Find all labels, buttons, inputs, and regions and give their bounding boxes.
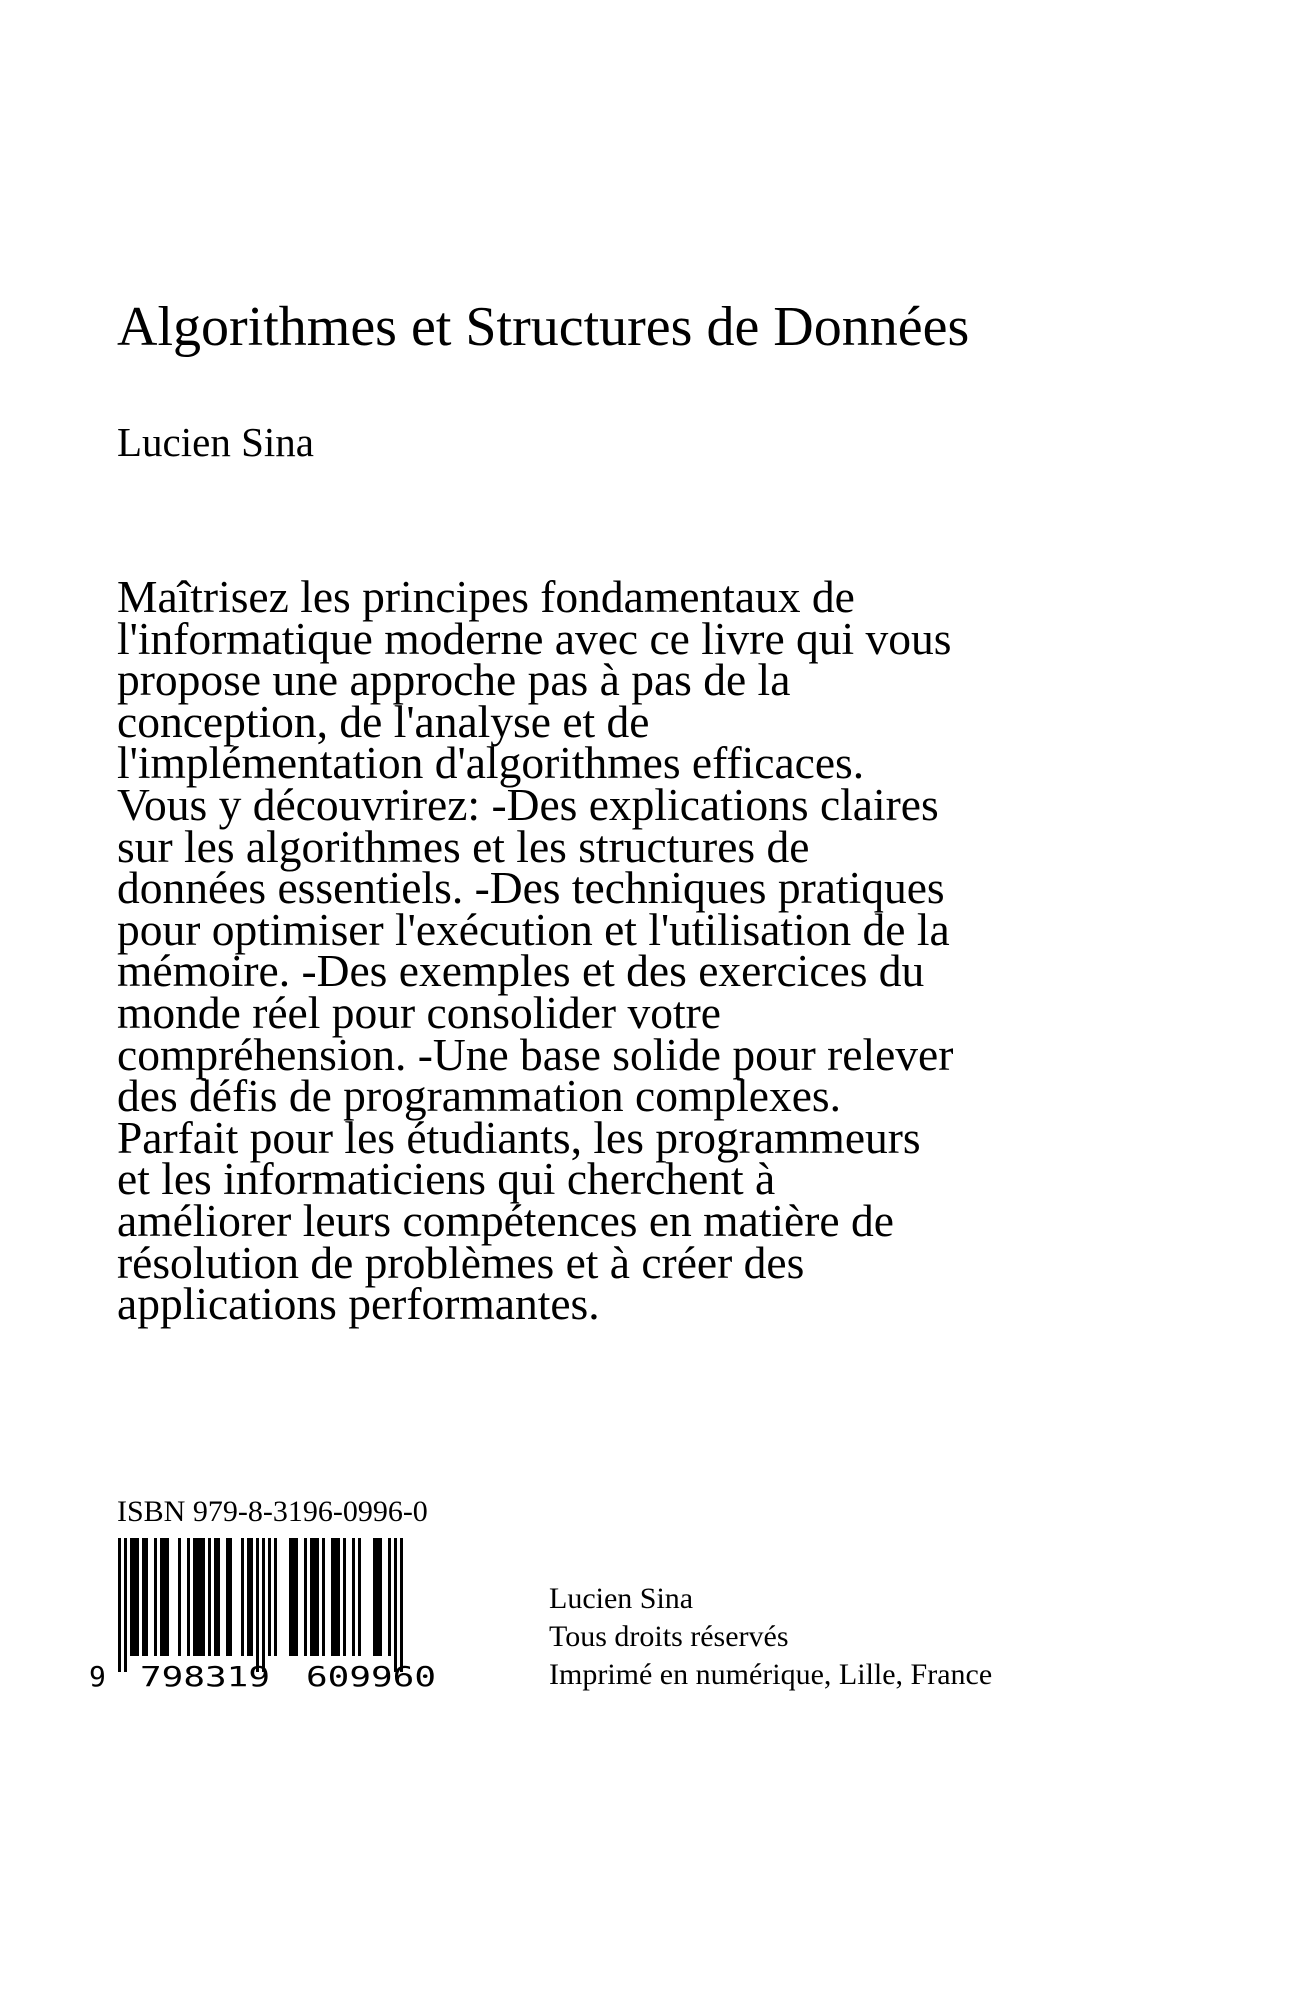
barcode-bar bbox=[388, 1538, 391, 1656]
barcode-bar bbox=[316, 1538, 319, 1656]
barcode-bar bbox=[274, 1538, 277, 1656]
barcode-bar bbox=[295, 1538, 298, 1656]
barcode-bar bbox=[352, 1538, 355, 1656]
barcode-bar bbox=[376, 1538, 379, 1656]
barcode-bar bbox=[331, 1538, 334, 1656]
barcode-left-digits: 798319 bbox=[140, 1660, 270, 1690]
barcode-bar bbox=[133, 1538, 136, 1656]
barcode-bar bbox=[322, 1538, 325, 1656]
barcode-bars bbox=[118, 1538, 403, 1672]
barcode-bar bbox=[334, 1538, 337, 1656]
barcode-bar bbox=[337, 1538, 340, 1656]
barcode-bar bbox=[145, 1538, 148, 1656]
barcode-bar bbox=[166, 1538, 169, 1656]
book-author: Lucien Sina bbox=[117, 419, 314, 465]
isbn-barcode bbox=[78, 1538, 488, 1690]
barcode-bar bbox=[400, 1538, 403, 1672]
barcode-bar bbox=[160, 1538, 163, 1656]
barcode-bar bbox=[373, 1538, 376, 1656]
barcode-bar bbox=[304, 1538, 307, 1656]
book-title: Algorithmes et Structures de Données bbox=[117, 296, 970, 358]
barcode-bar bbox=[214, 1538, 217, 1656]
barcode-bar bbox=[268, 1538, 271, 1656]
barcode-bar bbox=[292, 1538, 295, 1656]
barcode-bar bbox=[310, 1538, 313, 1656]
barcode-bar bbox=[262, 1538, 265, 1672]
barcode-bar bbox=[250, 1538, 253, 1656]
barcode-bar bbox=[241, 1538, 244, 1656]
barcode-bar bbox=[256, 1538, 259, 1672]
barcode-bar bbox=[124, 1538, 127, 1672]
imprint-author: Lucien Sina bbox=[549, 1582, 694, 1615]
barcode-bar bbox=[118, 1538, 121, 1672]
barcode-bar bbox=[394, 1538, 397, 1672]
barcode-bar bbox=[178, 1538, 181, 1656]
barcode-right-digits: 609960 bbox=[306, 1660, 436, 1690]
book-description: Maîtrisez les principes fondamentaux de l'informatique moderne avec ce livre qui vous propose une approche pas à pas de la conception, de l'analyse et de l'implémentation d'algorithmes efficaces. Vous y découvrirez: -Des explications claires sur les algorithmes et les structures de données essentiels. -Des techniques pratiques pour optimiser l'exécution et l'utilisation de la mémoire. -Des exemples et des exercices du monde réel pour consolider votre compréhension. -Une base solide pour relever des défis de programmation complexes. Parfait pour les étudiants, les programmeurs et les informaticiens qui cherchent à améliorer leurs compétences en matière de résolution de problèmes et à créer des applications performantes. bbox=[117, 571, 954, 1330]
barcode-bar bbox=[163, 1538, 166, 1656]
imprint-printing: Imprimé en numérique, Lille, France bbox=[549, 1658, 993, 1691]
imprint-rights: Tous droits réservés bbox=[549, 1620, 789, 1653]
barcode-bar bbox=[142, 1538, 145, 1656]
barcode-bar bbox=[379, 1538, 382, 1656]
barcode-bar bbox=[193, 1538, 196, 1656]
barcode-bar bbox=[136, 1538, 139, 1656]
barcode-bar bbox=[199, 1538, 202, 1656]
barcode-bar bbox=[313, 1538, 316, 1656]
barcode-bar bbox=[226, 1538, 229, 1656]
barcode-bar bbox=[289, 1538, 292, 1656]
barcode-bar bbox=[202, 1538, 205, 1656]
barcode-bar bbox=[130, 1538, 133, 1656]
barcode-bar bbox=[208, 1538, 211, 1656]
barcode-bar bbox=[229, 1538, 232, 1656]
barcode-bar bbox=[358, 1538, 361, 1656]
isbn-label: ISBN 979-8-3196-0996-0 bbox=[117, 1495, 428, 1528]
barcode-lead-digit: 9 bbox=[89, 1660, 106, 1690]
barcode-bar bbox=[187, 1538, 190, 1656]
barcode-bar bbox=[154, 1538, 157, 1656]
barcode-bar bbox=[343, 1538, 346, 1656]
barcode-bar bbox=[247, 1538, 250, 1656]
imprint-block bbox=[549, 1580, 992, 1694]
barcode-bar bbox=[196, 1538, 199, 1656]
barcode-bar bbox=[217, 1538, 220, 1656]
